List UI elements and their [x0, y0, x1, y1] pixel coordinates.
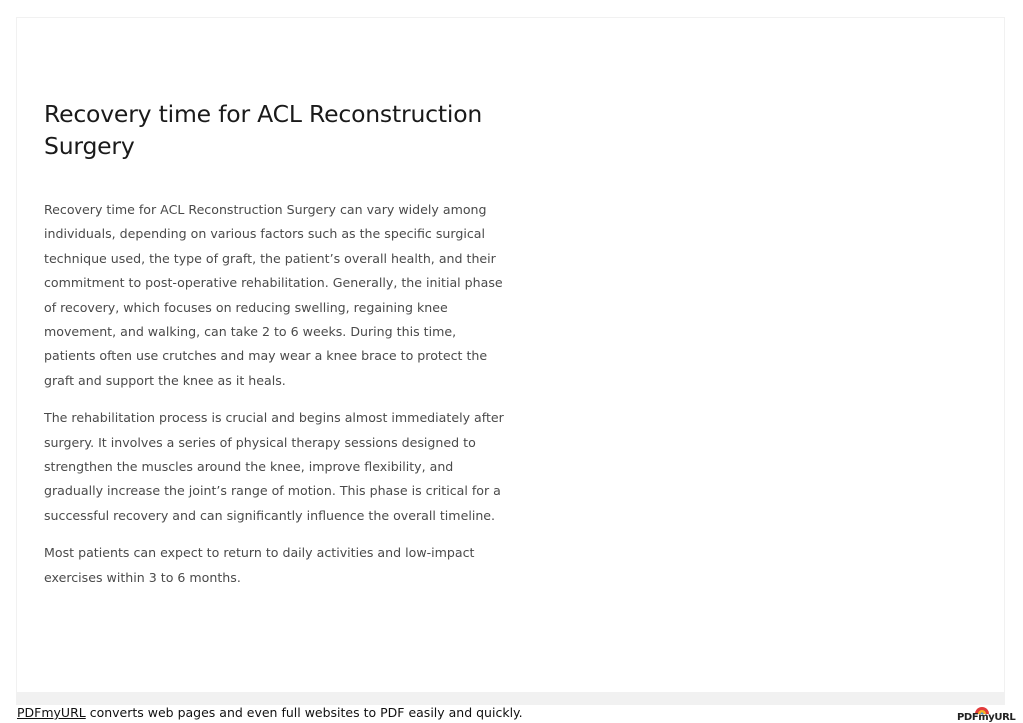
footer-text: converts web pages and even full websites to PDF easily and quickly. — [85, 705, 523, 720]
pdfmyurl-logo-text: PDFmyURL — [957, 712, 1016, 723]
pdfmyurl-link[interactable]: PDFmyURL — [17, 705, 86, 720]
footer-banner — [17, 705, 523, 720]
article — [44, 98, 504, 590]
pdfmyurl-logo[interactable] — [957, 706, 1016, 723]
article-paragraph-2: The rehabilitation process is crucial and begins almost immediately after surgery. It involves a series of physical therapy sessions designed to strengthen the muscles around the knee, improve flexibility, and gradually increase the joint’s range of motion. This phase is critical for a successful recovery and can significantly influence the overall timeline. — [44, 410, 504, 523]
page-shadow — [16, 693, 1005, 705]
article-paragraph-1: Recovery time for ACL Reconstruction Surgery can vary widely among individuals, depending on various factors such as the specific surgical technique used, the type of graft, the patient’s overall health, and their commitment to post-operative rehabilitation. Generally, the initial phase of recovery, which focuses on reducing swelling, regaining knee movement, and walking, can take 2 to 6 weeks. During this time, patients often use crutches and may wear a knee brace to protect the graft and support the knee as it heals. — [44, 202, 503, 388]
article-paragraph-3: Most patients can expect to return to daily activities and low-impact exercises within 3 to 6 months. — [44, 545, 475, 585]
article-title: Recovery time for ACL Reconstruction Surgery — [44, 100, 483, 160]
